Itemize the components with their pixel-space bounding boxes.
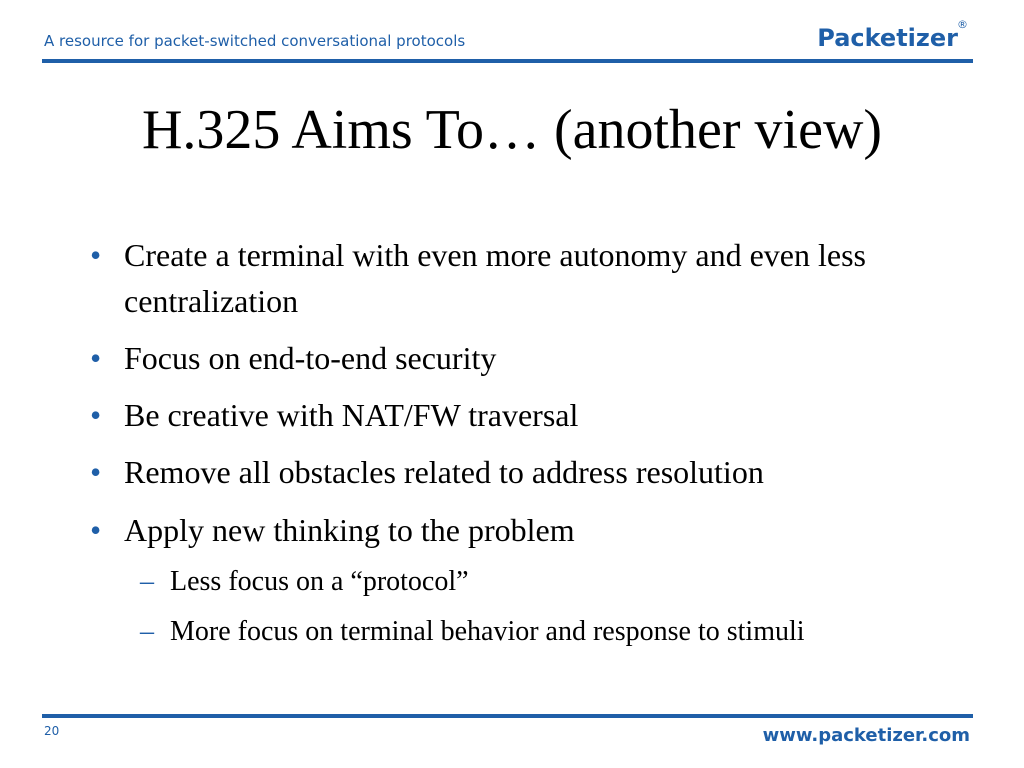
bullet-item [90, 392, 924, 438]
header-tagline: A resource for packet-switched conversational protocols [44, 32, 466, 50]
bullet-text: Remove all obstacles related to address resolution [124, 454, 764, 490]
bullet-item [90, 449, 924, 495]
sub-bullet-text: Less focus on a “protocol” [170, 566, 469, 597]
registered-mark: ® [957, 18, 968, 31]
bullet-text: Apply new thinking to the problem [124, 512, 575, 548]
sub-bullet-item [140, 563, 890, 601]
sub-bullet-marker: – [140, 566, 154, 597]
sub-bullet-marker: – [140, 616, 154, 647]
footer-divider [42, 714, 973, 718]
packetizer-logo: Packetizer [817, 24, 958, 52]
page-number: 20 [44, 724, 60, 738]
bullet-text: Focus on end-to-end security [124, 340, 497, 376]
bullet-text: Be creative with NAT/FW traversal [124, 397, 579, 433]
bullet-marker: • [90, 454, 102, 490]
slide-title: H.325 Aims To… (another view) [141, 99, 883, 161]
bullet-text: Create a terminal with even more autonomy and even less centralization [124, 237, 866, 319]
bullet-marker: • [90, 237, 102, 273]
sub-bullet-item [140, 613, 890, 651]
bullet-marker: • [90, 340, 102, 376]
bullet-item [90, 507, 924, 553]
sub-bullet-text: More focus on terminal behavior and response to stimuli [170, 616, 805, 647]
bullet-marker: • [90, 397, 102, 433]
bullet-marker: • [90, 512, 102, 548]
bullet-item [90, 232, 924, 324]
bullet-item [90, 335, 924, 381]
footer-url: www.packetizer.com [762, 725, 970, 746]
